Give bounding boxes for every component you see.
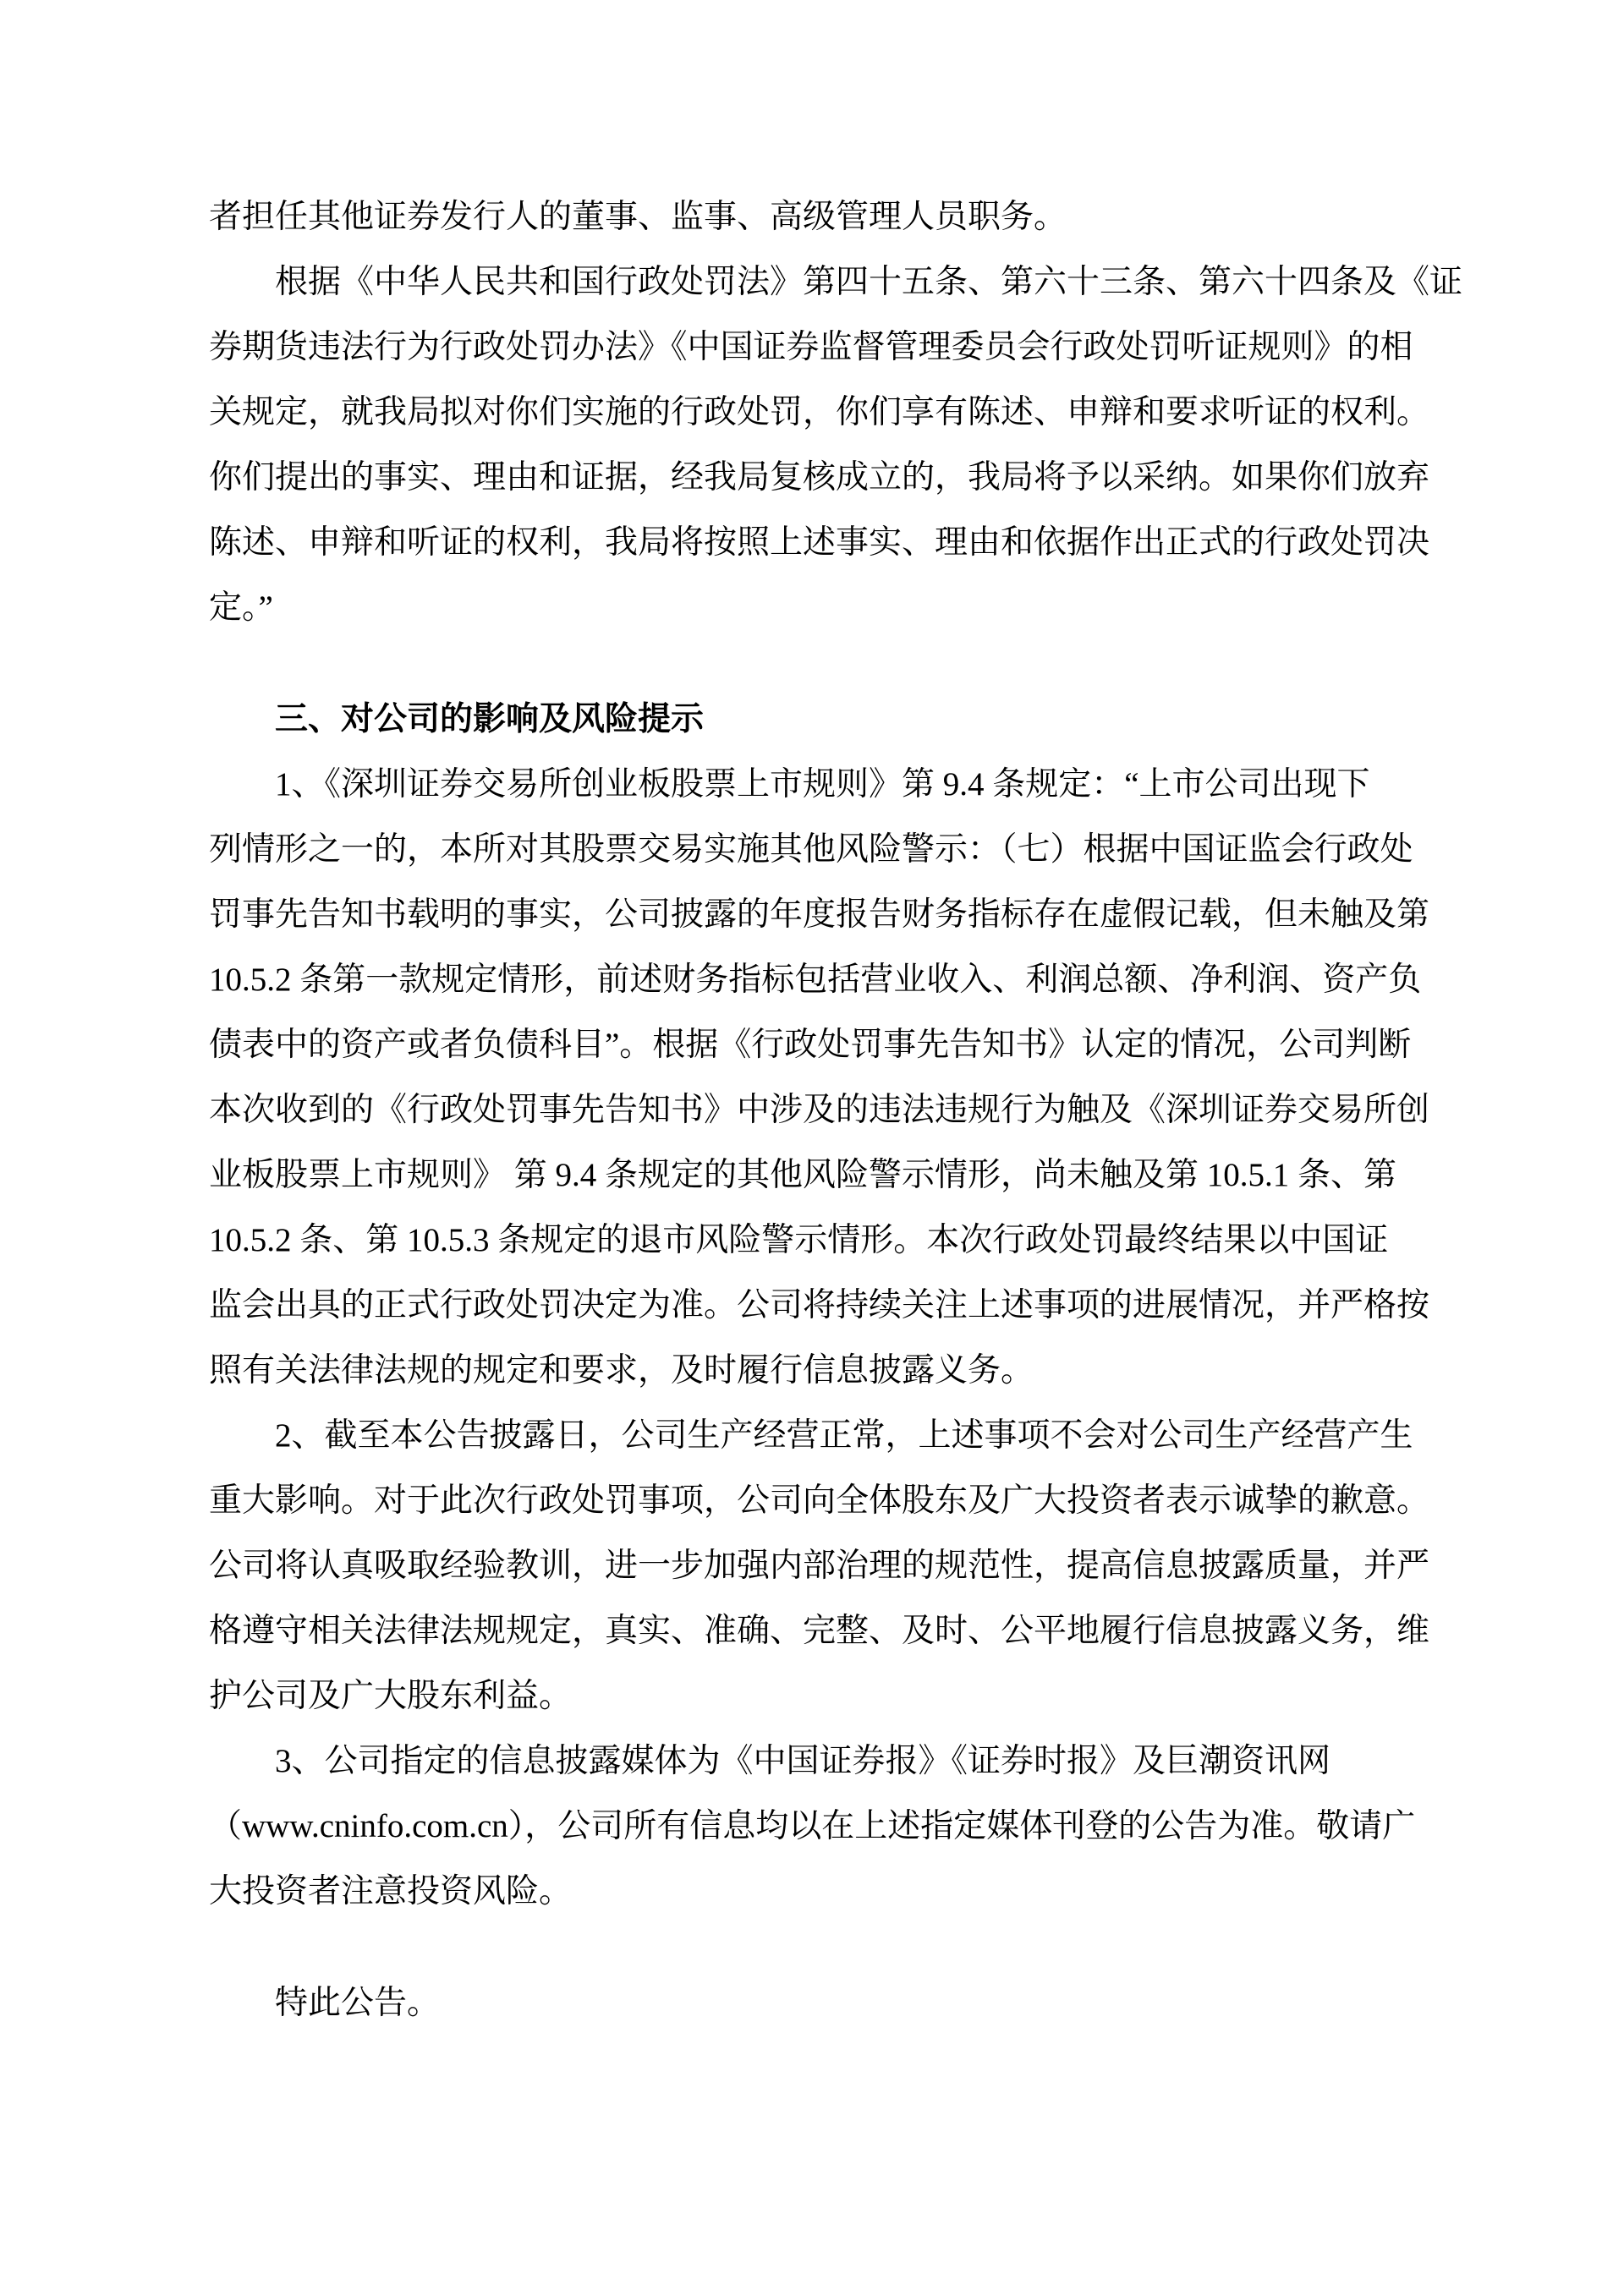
document-line: 重大影响。对于此次行政处罚事项，公司向全体股东及广大投资者表示诚挚的歉意。 (209, 1482, 1430, 1519)
blank-line (209, 1924, 1469, 1970)
document-line: 罚事先告知书载明的事实，公司披露的年度报告财务指标存在虚假记载，但未触及第 (209, 896, 1430, 933)
document-line: 1、《深圳证券交易所创业板股票上市规则》第 9.4 条规定：“上市公司出现下 (275, 766, 1370, 803)
document-line: 护公司及广大股东利益。 (209, 1678, 573, 1714)
document-line: 照有关法律法规的规定和要求，及时履行信息披露义务。 (209, 1352, 1034, 1389)
document-line: 3、公司指定的信息披露媒体为《中国证券报》《证券时报》及巨潮资讯网 (275, 1743, 1331, 1779)
document-line: 公司将认真吸取经验教训，进一步加强内部治理的规范性，提高信息披露质量，并严 (209, 1548, 1430, 1584)
document-line: 券期货违法行为行政处罚办法》《中国证券监督管理委员会行政处罚听证规则》的相 (209, 329, 1413, 365)
document-line: 监会出具的正式行政处罚决定为准。公司将持续关注上述事项的进展情况，并严格按 (209, 1287, 1430, 1323)
document-line: 你们提出的事实、理由和证据，经我局复核成立的，我局将予以采纳。如果你们放弃 (209, 459, 1430, 496)
document-line: 列情形之一的，本所对其股票交易实施其他风险警示：（七）根据中国证监会行政处 (209, 831, 1413, 868)
document-line: 业板股票上市规则》 第 9.4 条规定的其他风险警示情形，尚未触及第 10.5.1 条、第 (209, 1157, 1397, 1193)
document-line: 本次收到的《行政处罚事先告知书》中涉及的违法违规行为触及《深圳证券交易所创 (209, 1092, 1430, 1128)
document-line: 2、截至本公告披露日，公司生产经营正常，上述事项不会对公司生产经营产生 (275, 1417, 1413, 1454)
document-line: 根据《中华人民共和国行政处罚法》第四十五条、第六十三条、第六十四条及《证 (275, 264, 1463, 300)
document-line: 格遵守相关法律法规规定，真实、准确、完整、及时、公平地履行信息披露义务，维 (209, 1613, 1430, 1649)
document-line: 10.5.2 条、第 10.5.3 条规定的退市风险警示情形。本次行政处罚最终结果以中国证 (209, 1222, 1389, 1258)
document-line: 大投资者注意投资风险。 (209, 1873, 573, 1910)
document-line: 债表中的资产或者负债科目”。根据《行政处罚事先告知书》认定的情况，公司判断 (209, 1027, 1412, 1063)
document-line: 定。” (209, 589, 273, 626)
document-line: 关规定，就我局拟对你们实施的行政处罚，你们享有陈述、申辩和要求听证的权利。 (209, 394, 1430, 430)
document-line: 特此公告。 (275, 1985, 441, 2021)
blank-line (209, 640, 1469, 687)
section-heading: 三、对公司的影响及风险提示 (275, 701, 705, 737)
document-line: 陈述、申辩和听证的权利，我局将按照上述事实、理由和依据作出正式的行政处罚决 (209, 524, 1430, 561)
document-line: 者担任其他证券发行人的董事、监事、高级管理人员职务。 (209, 199, 1067, 235)
document-line: （www.cninfo.com.cn），公司所有信息均以在上述指定媒体刊登的公告为准。敬请广 (209, 1808, 1416, 1844)
document-line: 10.5.2 条第一款规定情形，前述财务指标包括营业收入、利润总额、净利润、资产负 (209, 962, 1422, 998)
document-body (209, 184, 1469, 2036)
